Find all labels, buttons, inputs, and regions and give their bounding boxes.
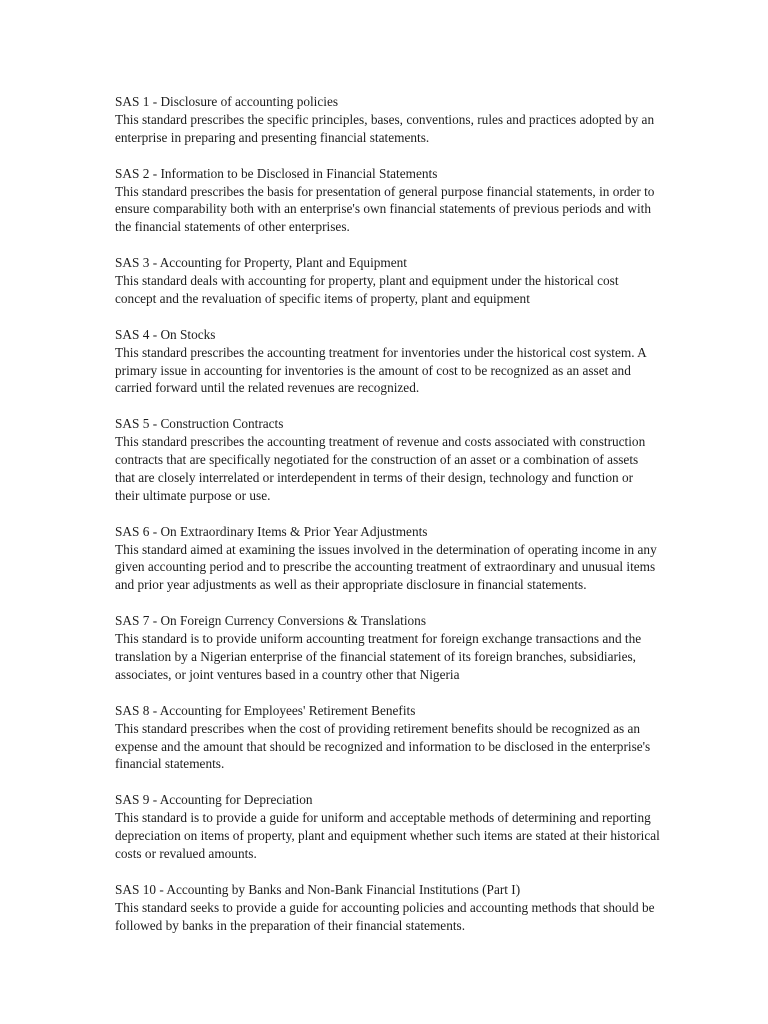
standard-entry-sas-4	[115, 326, 660, 398]
standard-entry-sas-2	[115, 165, 660, 237]
standard-title: SAS 6 - On Extraordinary Items & Prior Year Adjustments	[115, 523, 428, 539]
standard-description: This standard prescribes when the cost of providing retirement benefits should be recognized as an expense and the amount that should be recognized and information to be disclosed in the enterprise's financial statements.	[115, 720, 651, 772]
standard-title: SAS 4 - On Stocks	[115, 326, 216, 342]
standard-entry-sas-10	[115, 881, 660, 935]
standard-title: SAS 7 - On Foreign Currency Conversions & Translations	[115, 613, 427, 629]
standard-description: This standard prescribes the basis for presentation of general purpose financial statements, in order to ensure comparability both with an enterprise's own financial statements of previous periods and with the financial statements of other enterprises.	[115, 183, 655, 235]
standard-entry-sas-8	[115, 702, 660, 774]
standard-description: This standard seeks to provide a guide for accounting policies and accounting methods that should be followed by banks in the preparation of their financial statements.	[115, 899, 655, 933]
standard-description: This standard deals with accounting for property, plant and equipment under the historical cost concept and the revaluation of specific items of property, plant and equipment	[115, 273, 619, 306]
standard-title: SAS 1 - Disclosure of accounting policies	[115, 94, 339, 109]
standard-description: This standard prescribes the accounting treatment of revenue and costs associated with construction contracts that are specifically negotiated for the construction of an asset or a combination of assets that are closely interrelated or interdependent in terms of their design, technology and function or their ultimate purpose or use.	[115, 434, 646, 503]
standard-description: This standard prescribes the specific principles, bases, conventions, rules and practices adopted by an enterprise in preparing and presenting financial statements.	[115, 111, 655, 145]
standard-entry-sas-6	[115, 523, 660, 595]
standard-title: SAS 5 - Construction Contracts	[115, 416, 284, 432]
standard-description: This standard is to provide a guide for uniform and acceptable methods of determining and reporting depreciation on items of property, plant and equipment whether such items are stated at their historical costs or revalued amounts.	[115, 810, 660, 861]
standard-title: SAS 9 - Accounting for Depreciation	[115, 792, 313, 808]
standard-entry-sas-9	[115, 791, 660, 863]
standard-entry-sas-3	[115, 254, 660, 308]
standard-description: This standard aimed at examining the issues involved in the determination of operating income in any given accounting period and to prescribe the accounting treatment of extraordinary and unusual items and prior year adjustments as well as their appropriate disclosure in financial statements.	[115, 541, 657, 593]
standard-entry-sas-5	[115, 415, 660, 505]
standard-title: SAS 10 - Accounting by Banks and Non-Bank Financial Institutions (Part I)	[115, 881, 521, 897]
document-page	[115, 93, 660, 952]
standard-title: SAS 2 - Information to be Disclosed in Financial Statements	[115, 165, 438, 181]
standard-description: This standard is to provide uniform accounting treatment for foreign exchange transactions and the translation by a Nigerian enterprise of the financial statement of its foreign branches, subsidiaries, associates, or joint ventures based in a country other that Nigeria	[115, 631, 642, 682]
standard-title: SAS 8 - Accounting for Employees' Retirement Benefits	[115, 702, 416, 718]
standard-description: This standard prescribes the accounting treatment for inventories under the historical cost system. A primary issue in accounting for inventories is the amount of cost to be recognized as an asset and carried forward until the related revenues are recognized.	[115, 344, 646, 396]
standard-entry-sas-7	[115, 612, 660, 684]
standard-title: SAS 3 - Accounting for Property, Plant and Equipment	[115, 255, 408, 271]
standard-entry-sas-1	[115, 93, 660, 147]
